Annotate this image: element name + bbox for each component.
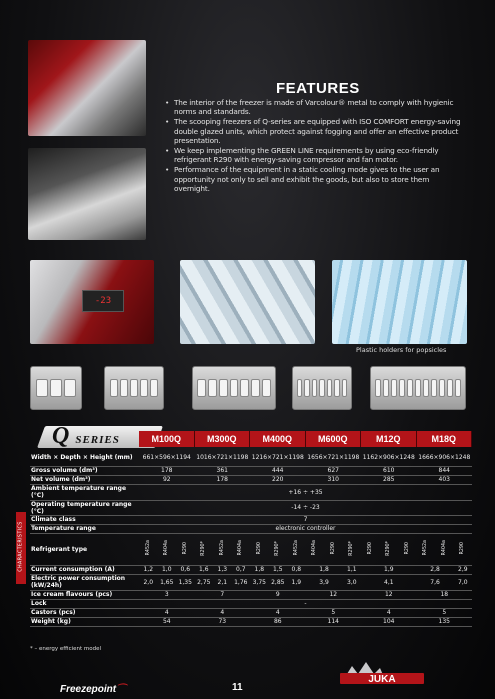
table-row: Gross volume (dm³) 178 361 444 627 610 844 [30,466,472,475]
photo-faucet-sink [28,40,146,136]
table-row: Refrigerant type R452a R404a R290 R290* R452a R404a R290 R290* R452a R404a R290 R290* R290 R290* R290 R452a R404a R290 [30,533,472,565]
features-title: FEATURES [276,80,360,97]
model-header: M18Q [417,431,473,447]
features-list [165,98,465,194]
juka-logo [340,660,424,684]
table-row: Ice cream flavours (pcs) 3 7 9 12 12 18 [30,590,472,599]
popsicle-caption: Plastic holders for popsicles [356,346,447,354]
table-row: Net volume (dm³) 92 178 220 310 285 403 [30,475,472,484]
freezepoint-logo: Freezepoint⌒ [60,684,127,695]
tray-m100q [30,366,82,410]
model-header: M400Q [250,431,306,447]
table-row: Electric power consumption (kW/24h) 2,0 1,65 1,35 2,75 2,1 1,76 3,75 2,85 1,9 3,9 3,0 4,1 7,6 7,0 [30,574,472,590]
photo-freezer-interior [28,148,146,240]
table-row: Weight (kg) 54 73 86 114 104 135 [30,617,472,626]
table-row: Ambient temperature range (°C) +16 ÷ +35 [30,484,472,500]
feature-item: • The scooping freezers of Q-series are equipped with ISO COMFORT energy-saving double glazed units, which protect against fogging and offer an effective product presentation. [165,117,465,145]
table-row: Width × Depth × Height (mm) 661×596×1194 1016×721×1198 1216×721×1198 1656×721×1198 1162×906×1248 1666×906×1248 [30,450,472,466]
tray-m300q [104,366,164,410]
photo-glazed-lid [180,260,315,344]
energy-note: * – energy efficient model [30,646,102,652]
model-header: M600Q [306,431,362,447]
characteristics-tab: CHARACTERISTICS [16,450,26,650]
table-row: Current consumption (A) 1,2 1,0 0,6 1,6 1,3 0,7 1,8 1,5 0,8 1,8 1,1 1,9 2,8 2,9 [30,565,472,574]
svg-text:JUKA: JUKA [368,674,396,684]
feature-item: • The interior of the freezer is made of Varcolour® metal to comply with hygienic norms and standards. [165,98,465,117]
model-header: M12Q [361,431,417,447]
tray-configurations [30,366,466,410]
spec-table [30,450,472,627]
tray-m400q [192,366,276,410]
feature-item: • We keep implementing the GREEN LINE requirements by using eco-friendly refrigerant R290 with energy-saving compressor and fan motor. [165,146,465,165]
series-title: Q SERIES [52,423,120,449]
temperature-display: -23 [82,290,124,312]
model-header: M100Q [139,431,195,447]
page-number: 11 [232,682,243,693]
tray-m12q [292,366,352,410]
table-row: Temperature range electronic controller [30,524,472,533]
feature-item: • Performance of the equipment in a static cooling mode gives to the user an opportunity not only to sell and exhibit the goods, but also to store them overnight. [165,165,465,193]
table-row: Operating temperature range (°C) -14 ÷ -23 [30,500,472,515]
photo-popsicle-holders [332,260,467,344]
spec-table-section [16,422,472,625]
table-row: Climate class 7 [30,515,472,524]
table-row: Lock - [30,599,472,608]
tray-m18q [370,366,466,410]
table-row: Castors (pcs) 4 4 4 5 4 5 [30,608,472,617]
model-header: M300Q [195,431,251,447]
model-headers [139,431,472,447]
series-header [16,422,472,450]
